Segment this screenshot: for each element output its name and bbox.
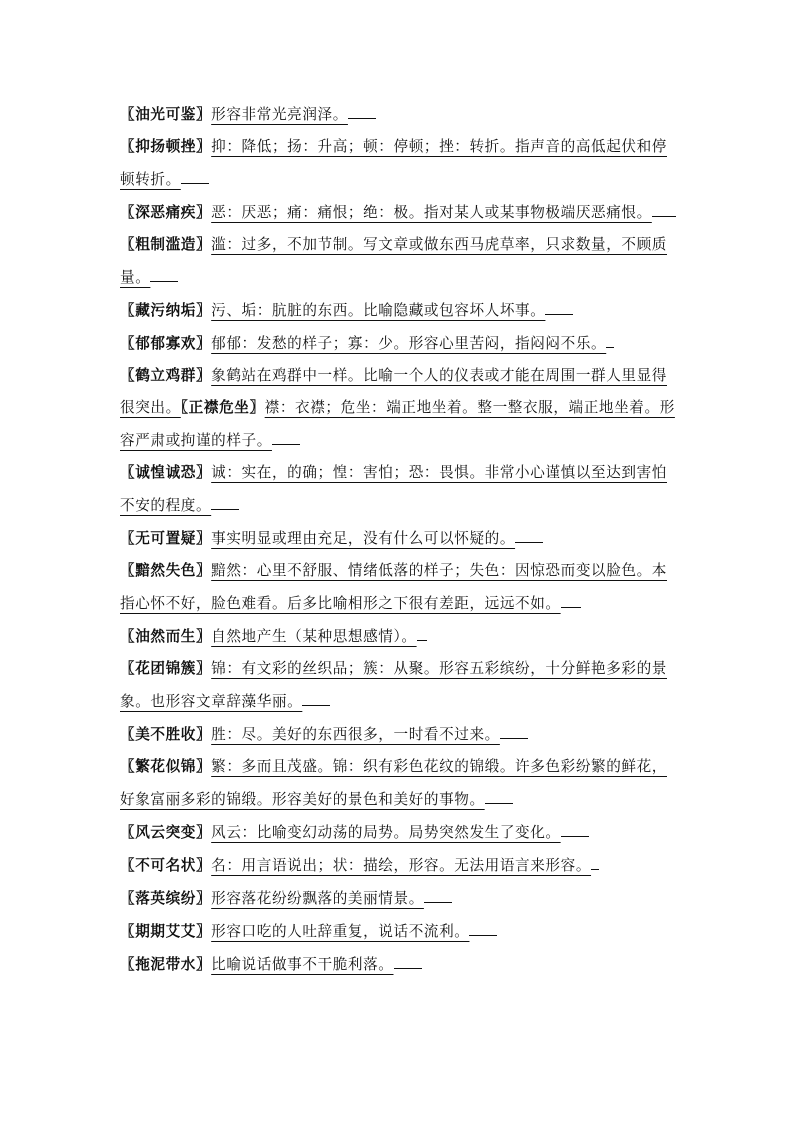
idiom-definition: 比喻说话做事不干脆利落。: [211, 956, 394, 973]
idiom-entry: [120, 98, 680, 131]
idiom-term: 〖正襟危坐〗: [180, 399, 265, 416]
idiom-definition: 象鹤站在鸡群中一样。比喻一个人的仪表或才能在周围一群人里显得很突出。: [120, 367, 667, 416]
idiom-term: 〖油然而生〗: [120, 628, 212, 645]
idiom-term: 〖无可置疑〗: [120, 530, 212, 547]
idiom-entry: [120, 751, 680, 816]
idiom-entry: [120, 360, 680, 457]
idiom-entry: [120, 555, 680, 620]
idiom-entry: [120, 915, 680, 948]
idiom-term: 〖不可名状〗: [120, 857, 212, 874]
idiom-term: 〖诚惶诚恐〗: [120, 464, 212, 481]
idiom-entry: [120, 131, 680, 196]
idiom-definition: 郁郁：发愁的样子；寡：少。形容心里苦闷，指闷闷不乐。: [211, 335, 607, 352]
idiom-list: [120, 98, 680, 981]
idiom-definition: 锦：有文彩的丝织品；簇：从聚。形容五彩缤纷，十分鲜艳多彩的景象。也形容文章辞藻华丽。: [120, 660, 667, 710]
idiom-entry: [120, 653, 680, 718]
idiom-definition: 污、垢：肮脏的东西。比喻隐藏或包容坏人坏事。: [211, 302, 546, 319]
idiom-definition: 恶：厌恶；痛：痛恨；绝：极。指对某人或某事物极端厌恶痛恨。: [211, 204, 652, 221]
idiom-entry: [120, 882, 680, 915]
idiom-definition: 抑：降低；扬：升高；顿：停顿；挫：转折。指声音的高低起伏和停顿转折。: [120, 138, 667, 188]
idiom-term: 〖抑扬顿挫〗: [120, 138, 212, 155]
idiom-term: 〖繁花似锦〗: [120, 758, 212, 775]
idiom-term: 〖粗制滥造〗: [120, 236, 212, 253]
idiom-entry: [120, 229, 680, 294]
idiom-definition: 名：用言语说出；状：描绘，形容。无法用语言来形容。: [211, 857, 592, 874]
idiom-term: 〖拖泥带水〗: [120, 956, 212, 973]
idiom-definition: 诚：实在，的确；惶：害怕；恐：畏惧。非常小心谨慎以至达到害怕不安的程度。: [120, 464, 667, 514]
idiom-entry: [120, 718, 680, 751]
idiom-term: 〖鹤立鸡群〗: [120, 367, 212, 384]
idiom-term: 〖藏污纳垢〗: [120, 302, 212, 319]
idiom-term: 〖花团锦簇〗: [120, 660, 212, 677]
idiom-term: 〖深恶痛疾〗: [120, 204, 212, 221]
idiom-definition: 繁：多而且茂盛。锦：织有彩色花纹的锦缎。许多色彩纷繁的鲜花，好象富丽多彩的锦缎。形容美好的景色和美好的事物。: [120, 758, 667, 808]
idiom-term: 〖油光可鉴〗: [120, 106, 212, 123]
idiom-definition: 事实明显或理由充足，没有什么可以怀疑的。: [211, 530, 516, 547]
idiom-entry: [120, 620, 680, 653]
idiom-entry: [120, 196, 680, 229]
idiom-term: 〖郁郁寡欢〗: [120, 335, 212, 352]
idiom-entry: [120, 522, 680, 555]
idiom-definition: 形容口吃的人吐辞重复，说话不流利。: [211, 923, 470, 940]
idiom-term: 〖落英缤纷〗: [120, 890, 212, 907]
idiom-definition: 胜：尽。美好的东西很多，一时看不过来。: [211, 726, 500, 743]
idiom-term: 〖美不胜收〗: [120, 726, 212, 743]
idiom-entry: [120, 327, 680, 360]
idiom-entry: [120, 816, 680, 849]
idiom-entry: [120, 294, 680, 327]
idiom-definition: 滥：过多，不加节制。写文章或做东西马虎草率，只求数量，不顾质量。: [120, 236, 667, 286]
idiom-term: 〖黯然失色〗: [120, 562, 212, 579]
idiom-entry: [120, 849, 680, 882]
idiom-definition: 黯然：心里不舒服、情绪低落的样子；失色：因惊恐而变以脸色。本指心怀不好，脸色难看。后多比喻相形之下很有差距，远远不如。: [120, 562, 667, 612]
idiom-definition: 襟：衣襟；危坐：端正地坐着。整一整衣服，端正地坐着。形容严肃或拘谨的样子。: [120, 399, 675, 449]
idiom-definition: 形容落花纷纷飘落的美丽情景。: [211, 890, 424, 907]
idiom-definition: 风云：比喻变幻动荡的局势。局势突然发生了变化。: [211, 824, 561, 841]
idiom-definition: 自然地产生（某种思想感情）。: [211, 628, 417, 645]
idiom-term: 〖期期艾艾〗: [120, 923, 212, 940]
idiom-entry: [120, 457, 680, 522]
idiom-definition: 形容非常光亮润泽。: [211, 106, 348, 123]
idiom-term: 〖风云突变〗: [120, 824, 212, 841]
idiom-entry: [120, 948, 680, 981]
